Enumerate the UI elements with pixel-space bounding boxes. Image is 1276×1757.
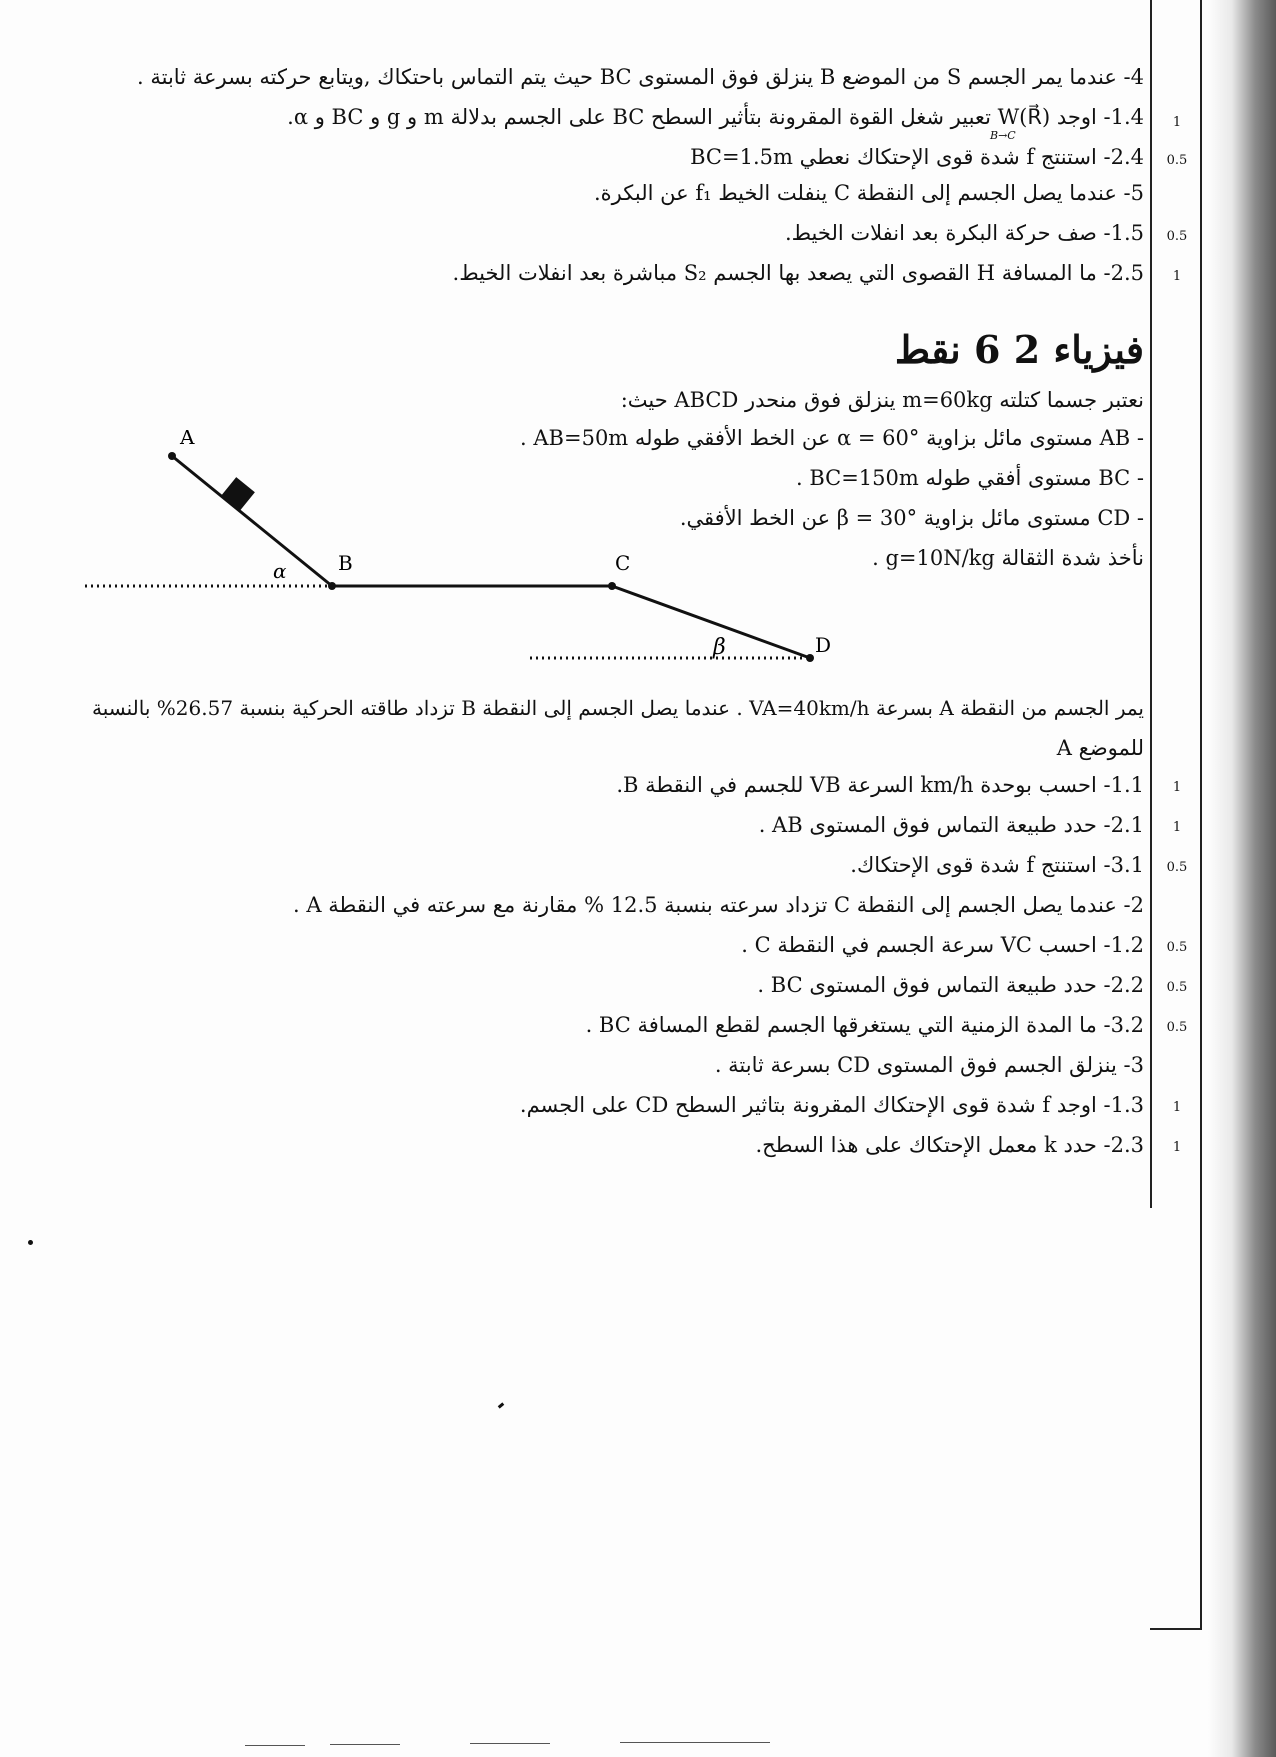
point-a (168, 452, 176, 460)
question-1-5: 1.5- صف حركة البكرة بعد انفلات الخيط. (784, 221, 1144, 245)
incline-figure (80, 430, 840, 690)
angle-alpha: α (273, 559, 287, 583)
mark-2-2: 0.5 (1166, 980, 1188, 995)
angle-beta: β (713, 635, 726, 660)
question-1-4: 1.4- اوجد W(R⃗) تعبير شغل القوة المقرونة بتأثير السطح BC على الجسم بدلالة m و g و BC و α. (287, 105, 1144, 129)
given-gravity: نأخذ شدة الثقالة g=10N/kg . (872, 546, 1144, 570)
point-c (608, 582, 616, 590)
given-bc: - BC مستوى أفقي طوله BC=150m . (795, 466, 1144, 490)
given-ab: - AB مستوى مائل بزاوية α = 60° عن الخط الأفقي طوله AB=50m . (520, 426, 1144, 450)
label-a: A (180, 430, 195, 449)
slope-cd (612, 586, 810, 658)
margin-rule (1150, 0, 1152, 1208)
question-2-1: 2.1- حدد طبيعة التماس فوق المستوى AB . (758, 813, 1144, 837)
mark-1-5: 0.5 (1166, 229, 1188, 244)
intro-line-1: يمر الجسم من النقطة A بسرعة VA=40km/h . عندما يصل الجسم إلى النقطة B تزداد طاقته الحركية بنسبة 26.57% بالنسبة (92, 696, 1144, 720)
given-cd: - CD مستوى مائل بزاوية β = 30° عن الخط الأفقي. (679, 506, 1144, 530)
label-b: B (338, 551, 353, 575)
mark-2-5: 1 (1172, 269, 1182, 284)
work-subscript: B→C (990, 129, 1016, 142)
scan-speck (28, 1240, 33, 1245)
question-4: 4- عندما يمر الجسم S من الموضع B ينزلق فوق المستوى BC حيث يتم التماس باحتكاك ,ويتابع حركته بسرعة ثابتة . (137, 65, 1144, 89)
mark-3-1: 0.5 (1166, 860, 1188, 875)
mark-3-2: 0.5 (1166, 1020, 1188, 1035)
question-1-1: 1.1- احسب بوحدة km/h السرعة VB للجسم في النقطة B. (616, 773, 1144, 797)
question-1-2: 1.2- احسب VC سرعة الجسم في النقطة C . (741, 933, 1144, 957)
sliding-block (221, 477, 255, 511)
question-3-2: 3.2- ما المدة الزمنية التي يستغرقها الجسم لقطع المسافة BC . (585, 1013, 1144, 1037)
page-border-right (1200, 0, 1202, 1630)
scan-speck (498, 1402, 505, 1408)
mark-1-2: 0.5 (1166, 940, 1188, 955)
mark-2-1: 1 (1172, 820, 1182, 835)
point-b (328, 582, 336, 590)
intro-line-2: للموضع A (1056, 736, 1144, 760)
question-2-4: 2.4- استنتج f شدة قوى الإحتكاك نعطي BC=1.5m (690, 145, 1144, 169)
question-2-2: 2.2- حدد طبيعة التماس فوق المستوى BC . (757, 973, 1144, 997)
page-border-bottom (1150, 1628, 1202, 1630)
footer-dash (470, 1743, 550, 1744)
mark-1-4: 1 (1172, 115, 1182, 130)
footer-dash (245, 1745, 305, 1746)
point-d (806, 654, 814, 662)
label-d: D (815, 633, 832, 657)
section-title: فيزياء 2 6 نقط (894, 327, 1144, 372)
mark-1-1: 1 (1172, 780, 1182, 795)
question-3: 3- ينزلق الجسم فوق المستوى CD بسرعة ثابتة . (714, 1053, 1144, 1077)
scan-edge-shadow (1208, 0, 1276, 1757)
question-1-3: 1.3- اوجد f شدة قوى الإحتكاك المقرونة بتاثير السطح CD على الجسم. (519, 1093, 1144, 1117)
footer-dash (620, 1742, 770, 1743)
mark-2-4: 0.5 (1166, 153, 1188, 168)
question-2-5: 2.5- ما المسافة H القصوى التي يصعد بها الجسم S₂ مباشرة بعد انفلات الخيط. (452, 261, 1144, 285)
mark-2-3: 1 (1172, 1140, 1182, 1155)
footer-dash (330, 1744, 400, 1745)
question-2-3: 2.3- حدد k معمل الإحتكاك على هذا السطح. (755, 1133, 1144, 1157)
mark-1-3: 1 (1172, 1100, 1182, 1115)
given-intro: نعتبر جسما كتلته m=60kg ينزلق فوق منحدر ABCD حيث: (620, 388, 1144, 412)
slope-ab (172, 456, 332, 586)
question-2: 2- عندما يصل الجسم إلى النقطة C تزداد سرعته بنسبة 12.5 % مقارنة مع سرعته في النقطة A . (293, 893, 1144, 917)
question-5: 5- عندما يصل الجسم إلى النقطة C ينفلت الخيط f₁ عن البكرة. (594, 181, 1144, 205)
question-3-1: 3.1- استنتج f شدة قوى الإحتكاك. (850, 853, 1144, 877)
label-c: C (615, 551, 631, 575)
